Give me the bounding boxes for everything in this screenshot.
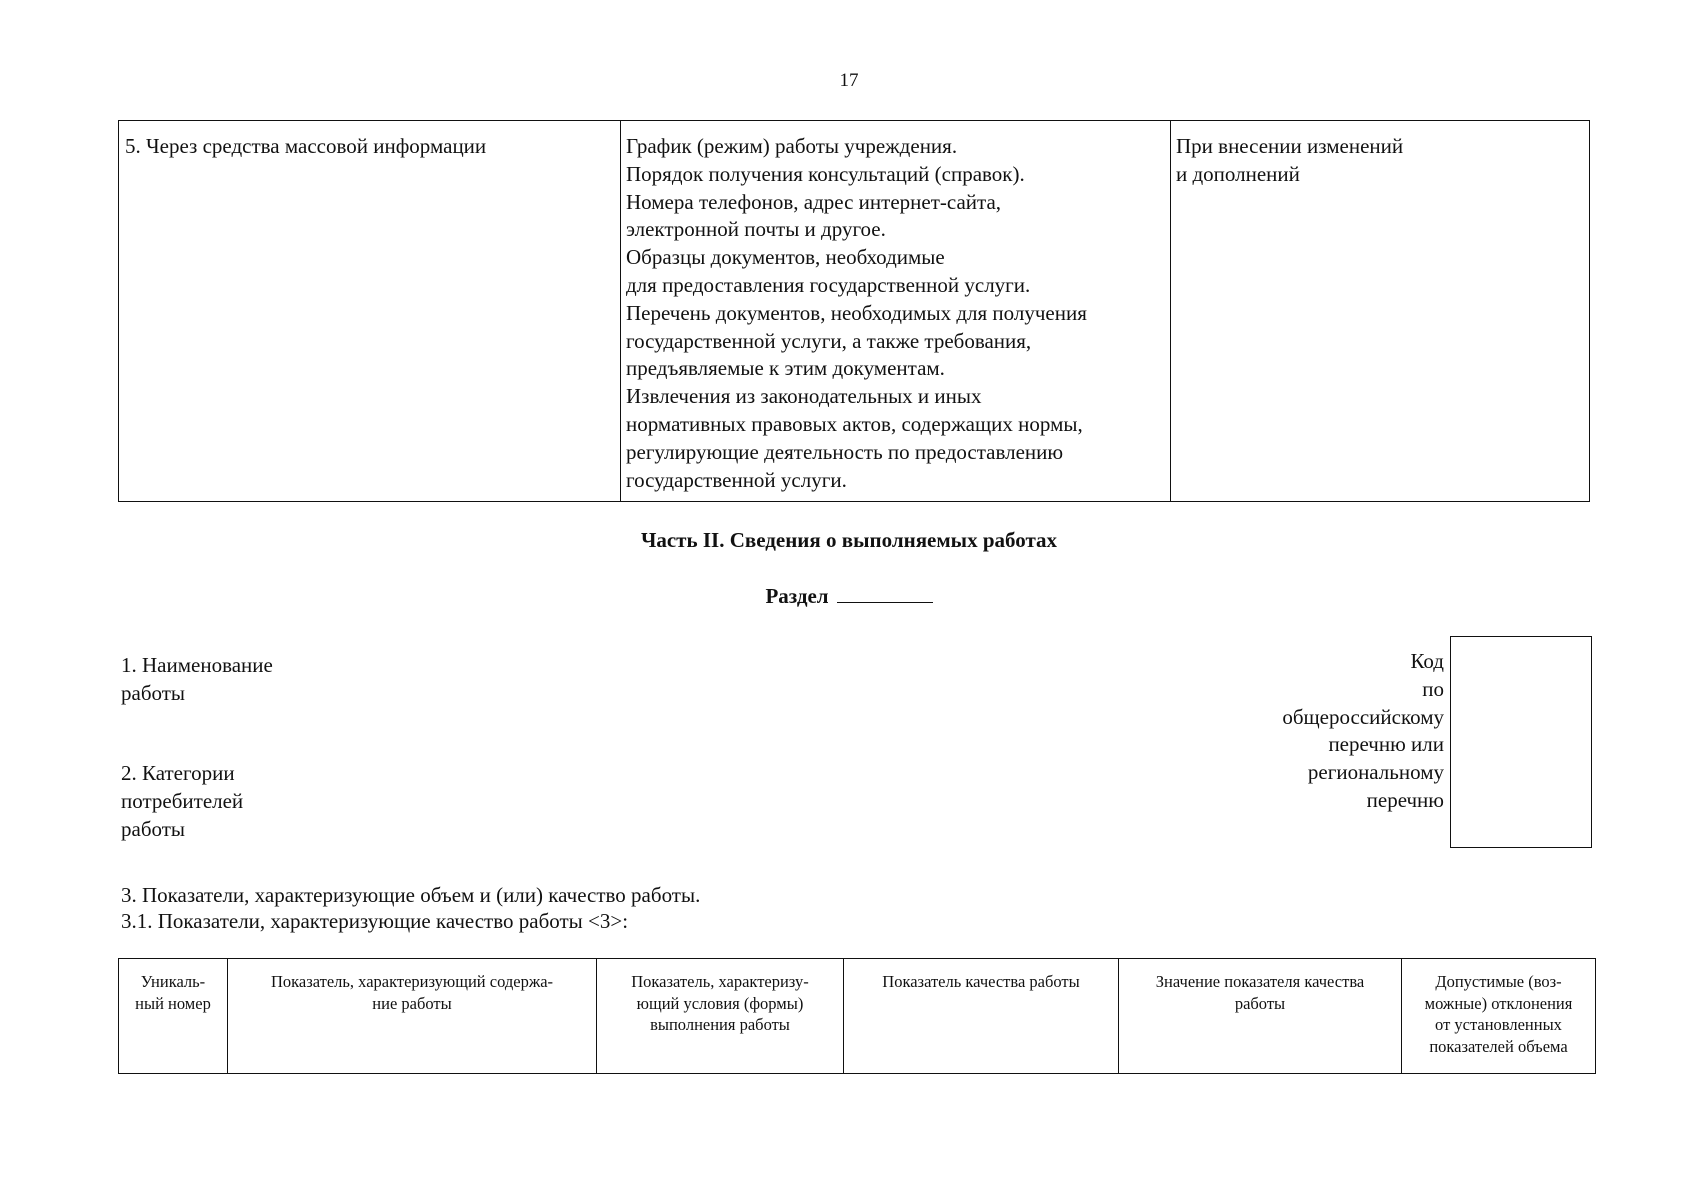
consumer-category-line: 2. Категории xyxy=(121,761,235,785)
section-number-blank xyxy=(837,584,933,603)
code-label-line: перечню или xyxy=(1328,732,1444,757)
header-content-indicator xyxy=(228,959,597,1073)
header-line: можные) отклонения xyxy=(1424,993,1573,1013)
header-line: ющий условия (формы) xyxy=(636,993,804,1013)
header-line: от установленных xyxy=(1435,1015,1562,1034)
quality-heading: 3.1. Показатели, характеризующие качество работы <3>: xyxy=(121,909,629,933)
section-label: Раздел xyxy=(765,584,829,608)
header-quality-indicator xyxy=(844,959,1119,1073)
header-line: Показатель, характеризу- xyxy=(631,972,809,991)
content-line: государственной услуги. xyxy=(626,467,847,492)
content-line: предъявляемые к этим документам. xyxy=(626,356,945,381)
consumer-category-line: работы xyxy=(121,816,186,841)
part-title: Часть II. Сведения о выполняемых работах xyxy=(640,528,1058,552)
work-name-line: 1. Наименование xyxy=(121,653,273,677)
code-box xyxy=(1450,636,1592,848)
code-label-line: Код xyxy=(1410,649,1444,673)
code-label-line: региональному xyxy=(1307,760,1444,785)
quality-table xyxy=(118,958,1596,1074)
header-line: ние работы xyxy=(372,993,452,1013)
header-line: Показатель, характеризующий содержа- xyxy=(270,972,554,991)
informing-method-cell xyxy=(119,121,621,501)
header-conditions-indicator xyxy=(597,959,844,1073)
content-line: График (режим) работы учреждения. xyxy=(626,134,958,158)
content-line: Извлечения из законодательных и иных xyxy=(626,384,982,409)
content-line: Перечень документов, необходимых для получения xyxy=(626,300,1087,325)
page-number: 17 xyxy=(839,70,859,91)
section-title xyxy=(0,584,1698,609)
header-quality-value xyxy=(1119,959,1402,1073)
informing-content-cell xyxy=(621,121,1171,501)
header-line: ный номер xyxy=(135,993,211,1013)
code-label-line: перечню xyxy=(1366,787,1444,812)
content-line: Номера телефонов, адрес интернет-сайта, xyxy=(626,189,1002,214)
content-line: регулирующие деятельность по предоставлению xyxy=(626,439,1064,464)
header-line: Уникаль- xyxy=(140,972,206,991)
header-line: Допустимые (воз- xyxy=(1435,972,1562,991)
code-label xyxy=(1282,648,1444,815)
consumer-category-field xyxy=(121,760,243,843)
content-line: нормативных правовых актов, содержащих нормы, xyxy=(626,411,1083,436)
work-name-line: работы xyxy=(121,680,186,705)
content-line: Образцы документов, необходимые xyxy=(626,245,945,270)
code-label-line: по xyxy=(1422,676,1444,701)
indicators-heading: 3. Показатели, характеризующие объем и (или) качество работы. xyxy=(121,883,701,907)
content-line: Порядок получения консультаций (справок). xyxy=(626,161,1025,186)
work-name-field xyxy=(121,652,273,708)
informing-table xyxy=(118,120,1590,502)
header-line: показателей объема xyxy=(1429,1036,1568,1056)
header-line: Показатель качества работы xyxy=(882,972,1080,991)
code-label-line: общероссийскому xyxy=(1282,704,1444,729)
content-line: для предоставления государственной услуги. xyxy=(626,272,1031,297)
header-line: работы xyxy=(1234,993,1286,1013)
consumer-category-line: потребителей xyxy=(121,788,244,813)
content-line: электронной почты и другое. xyxy=(626,217,886,242)
header-allowed-deviations xyxy=(1402,959,1595,1073)
frequency-line: При внесении изменений xyxy=(1176,134,1404,158)
informing-method-text: 5. Через средства массовой информации xyxy=(125,134,487,158)
content-line: государственной услуги, а также требования, xyxy=(626,328,1032,353)
header-line: Значение показателя качества xyxy=(1155,972,1365,991)
informing-frequency-cell xyxy=(1171,121,1589,501)
header-unique-number xyxy=(119,959,228,1073)
header-line: выполнения работы xyxy=(650,1015,790,1034)
frequency-line: и дополнений xyxy=(1176,161,1300,186)
